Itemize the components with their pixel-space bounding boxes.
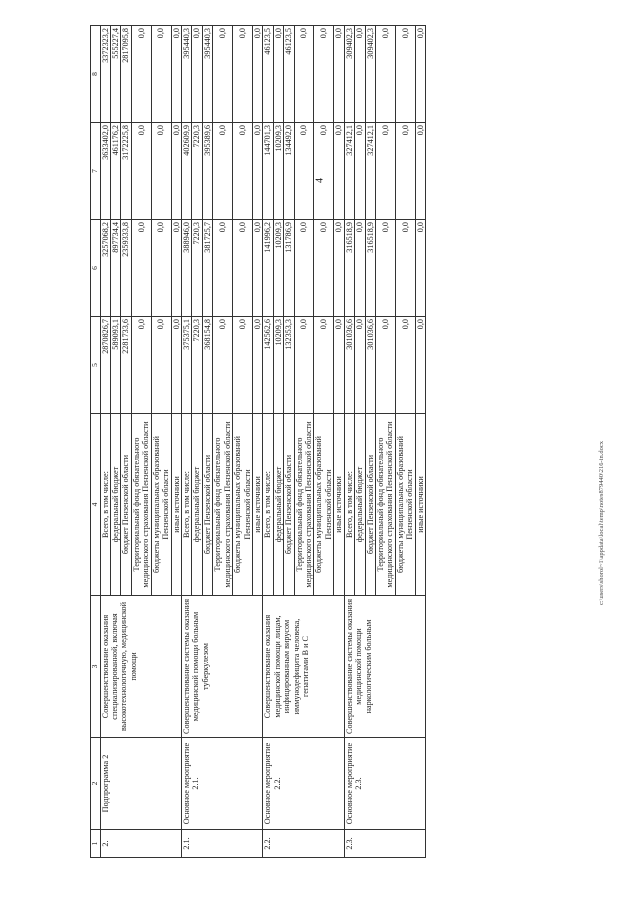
value-cell-v8: 0,0 [151,26,171,123]
value-cell-v8: 0,0 [233,26,253,123]
value-cell-v5: 0,0 [294,317,314,414]
value-cell-v7: 3172225,8 [121,123,131,220]
value-cell-v7: 0,0 [355,123,365,220]
funding-source: Территориальный фонд обязательного медицинского страхования Пензенской области [131,414,151,596]
value-cell-v5: 301036,6 [365,317,375,414]
value-cell-v6: 141996,2 [263,220,273,317]
table-row [182,26,192,858]
value-cell-v7: 7220,3 [192,123,202,220]
value-cell-v7: 0,0 [294,123,314,220]
value-cell-v8: 0,0 [376,26,396,123]
value-cell-v7: 0,0 [376,123,396,220]
value-cell-v8: 3372323,2 [100,26,110,123]
header-cell-1: 1 [91,830,101,858]
section-type: Подпрограмма 2 [100,738,181,830]
table-row [100,26,110,858]
value-cell-v8: 0,0 [395,26,415,123]
value-cell-v7: 134492,0 [284,123,294,220]
value-cell-v7: 144701,3 [263,123,273,220]
value-cell-v5: 2870826,7 [100,317,110,414]
value-cell-v6: 0,0 [233,220,253,317]
value-cell-v6: 0,0 [355,220,365,317]
header-cell-6: 6 [91,220,101,317]
section-number: 2.2. [263,830,344,858]
header-row [91,26,101,858]
funding-source: Всего, в том числе: [100,414,110,596]
table-row [263,26,273,858]
value-cell-v8: 0,0 [334,26,344,123]
value-cell-v7: 327412,1 [365,123,375,220]
funding-source: бюджеты муниципальных образований Пензенской области [314,414,334,596]
funding-source: Территориальный фонд обязательного медицинского страхования Пензенской области [376,414,396,596]
header-cell-7: 7 [91,123,101,220]
funding-source: Территориальный фонд обязательного медицинского страхования Пензенской области [294,414,314,596]
value-cell-v7: 0,0 [213,123,233,220]
value-cell-v6: 131786,9 [284,220,294,317]
value-cell-v5: 375375,1 [182,317,192,414]
value-cell-v7: 0,0 [395,123,415,220]
section-title: Совершенствование системы оказания медицинской помощи больным туберкулезом [182,596,263,738]
value-cell-v6: 3257068,2 [100,220,110,317]
table-body [91,26,426,858]
funding-source: Всего, в том числе: [263,414,273,596]
value-cell-v8: 0,0 [213,26,233,123]
rotated-table-container [90,26,580,858]
value-cell-v7: 0,0 [314,123,334,220]
value-cell-v5: 0,0 [355,317,365,414]
value-cell-v6: 0,0 [395,220,415,317]
value-cell-v8: 395440,3 [202,26,212,123]
value-cell-v7: 0,0 [131,123,151,220]
value-cell-v5: 368154,8 [202,317,212,414]
value-cell-v6: 0,0 [314,220,334,317]
value-cell-v5: 10209,3 [273,317,283,414]
value-cell-v8: 0,0 [314,26,334,123]
funding-source: Территориальный фонд обязательного медицинского страхования Пензенской области [213,414,233,596]
section-type: Основное мероприятие 2.1. [182,738,263,830]
value-cell-v6: 0,0 [131,220,151,317]
value-cell-v8: 46123,5 [263,26,273,123]
value-cell-v8: 0,0 [192,26,202,123]
value-cell-v7: 0,0 [415,123,425,220]
funding-source: иные источники [171,414,181,596]
funding-source: бюджет Пензенской области [202,414,212,596]
value-cell-v7: 0,0 [252,123,262,220]
funding-source: федеральный бюджет [273,414,283,596]
table-row [344,26,354,858]
value-cell-v8: 0,0 [355,26,365,123]
value-cell-v8: 0,0 [273,26,283,123]
value-cell-v6: 0,0 [213,220,233,317]
value-cell-v5: 2281733,6 [121,317,131,414]
funding-source: федеральный бюджет [111,414,121,596]
value-cell-v8: 0,0 [294,26,314,123]
value-cell-v8: 555227,4 [111,26,121,123]
value-cell-v6: 0,0 [415,220,425,317]
value-cell-v5: 0,0 [171,317,181,414]
value-cell-v8: 0,0 [131,26,151,123]
value-cell-v6: 0,0 [334,220,344,317]
value-cell-v7: 10209,3 [273,123,283,220]
value-cell-v7: 402609,9 [182,123,192,220]
funding-source: Всего, в том числе: [344,414,354,596]
value-cell-v6: 2359333,8 [121,220,131,317]
value-cell-v5: 301036,6 [344,317,354,414]
value-cell-v7: 0,0 [233,123,253,220]
header-cell-8: 8 [91,26,101,123]
value-cell-v5: 0,0 [376,317,396,414]
section-title: Совершенствование оказания медицинской помощи лицам, инфицированным вирусом иммунодефицита человека, гепатитами В и С [263,596,344,738]
value-cell-v7: 395389,6 [202,123,212,220]
value-cell-v5: 142562,6 [263,317,273,414]
value-cell-v5: 0,0 [233,317,253,414]
value-cell-v8: 46123,5 [284,26,294,123]
funding-source: иные источники [252,414,262,596]
header-cell-2: 2 [91,738,101,830]
value-cell-v8: 309402,3 [365,26,375,123]
section-type: Основное мероприятие 2.2. [263,738,344,830]
value-cell-v7: 0,0 [334,123,344,220]
funding-source: иные источники [415,414,425,596]
value-cell-v8: 395440,3 [182,26,192,123]
header-cell-3: 3 [91,596,101,738]
funding-source: иные источники [334,414,344,596]
value-cell-v5: 589093,1 [111,317,121,414]
section-number: 2. [100,830,181,858]
value-cell-v6: 388946,0 [182,220,192,317]
section-title: Совершенствование оказания специализированной, включая высокотехнологичную, медицинской помощи [100,596,181,738]
value-cell-v6: 0,0 [151,220,171,317]
value-cell-v8: 0,0 [252,26,262,123]
value-cell-v6: 316518,9 [344,220,354,317]
value-cell-v6: 0,0 [294,220,314,317]
value-cell-v6: 10209,3 [273,220,283,317]
funding-source: федеральный бюджет [192,414,202,596]
value-cell-v5: 7220,3 [192,317,202,414]
value-cell-v7: 3633402,0 [100,123,110,220]
value-cell-v5: 132353,3 [284,317,294,414]
value-cell-v7: 0,0 [171,123,181,220]
funding-source: бюджеты муниципальных образований Пензенской области [395,414,415,596]
value-cell-v8: 309402,3 [344,26,354,123]
value-cell-v6: 0,0 [171,220,181,317]
value-cell-v5: 0,0 [415,317,425,414]
value-cell-v5: 0,0 [334,317,344,414]
section-number: 2.3. [344,830,425,858]
value-cell-v8: 0,0 [415,26,425,123]
value-cell-v6: 316518,9 [365,220,375,317]
value-cell-v6: 381725,7 [202,220,212,317]
value-cell-v7: 0,0 [151,123,171,220]
value-cell-v8: 0,0 [171,26,181,123]
footer-path-text: c:\users\shorol~1\appdata\local\temp\notes879440\216-in.docx [598,441,605,605]
funding-source: бюджет Пензенской области [284,414,294,596]
section-number: 2.1. [182,830,263,858]
value-cell-v8: 2817095,8 [121,26,131,123]
value-cell-v6: 7220,3 [192,220,202,317]
page-number: 4 [314,178,326,183]
value-cell-v5: 0,0 [131,317,151,414]
value-cell-v6: 0,0 [376,220,396,317]
funding-source: бюджет Пензенской области [121,414,131,596]
funding-source: бюджет Пензенской области [365,414,375,596]
value-cell-v7: 327412,1 [344,123,354,220]
funding-source: федеральный бюджет [355,414,365,596]
value-cell-v7: 461176,2 [111,123,121,220]
value-cell-v5: 0,0 [252,317,262,414]
budget-table [90,25,426,858]
section-type: Основное мероприятие 2.3. [344,738,425,830]
funding-source: Всего, в том числе: [182,414,192,596]
header-cell-5: 5 [91,317,101,414]
funding-source: бюджеты муниципальных образований Пензенской области [233,414,253,596]
value-cell-v5: 0,0 [213,317,233,414]
header-cell-4: 4 [91,414,101,596]
funding-source: бюджеты муниципальных образований Пензенской области [151,414,171,596]
section-title: Совершенствование системы оказания медицинской помощи наркологическим больным [344,596,425,738]
value-cell-v5: 0,0 [151,317,171,414]
value-cell-v6: 897734,4 [111,220,121,317]
value-cell-v5: 0,0 [314,317,334,414]
value-cell-v5: 0,0 [395,317,415,414]
value-cell-v6: 0,0 [252,220,262,317]
